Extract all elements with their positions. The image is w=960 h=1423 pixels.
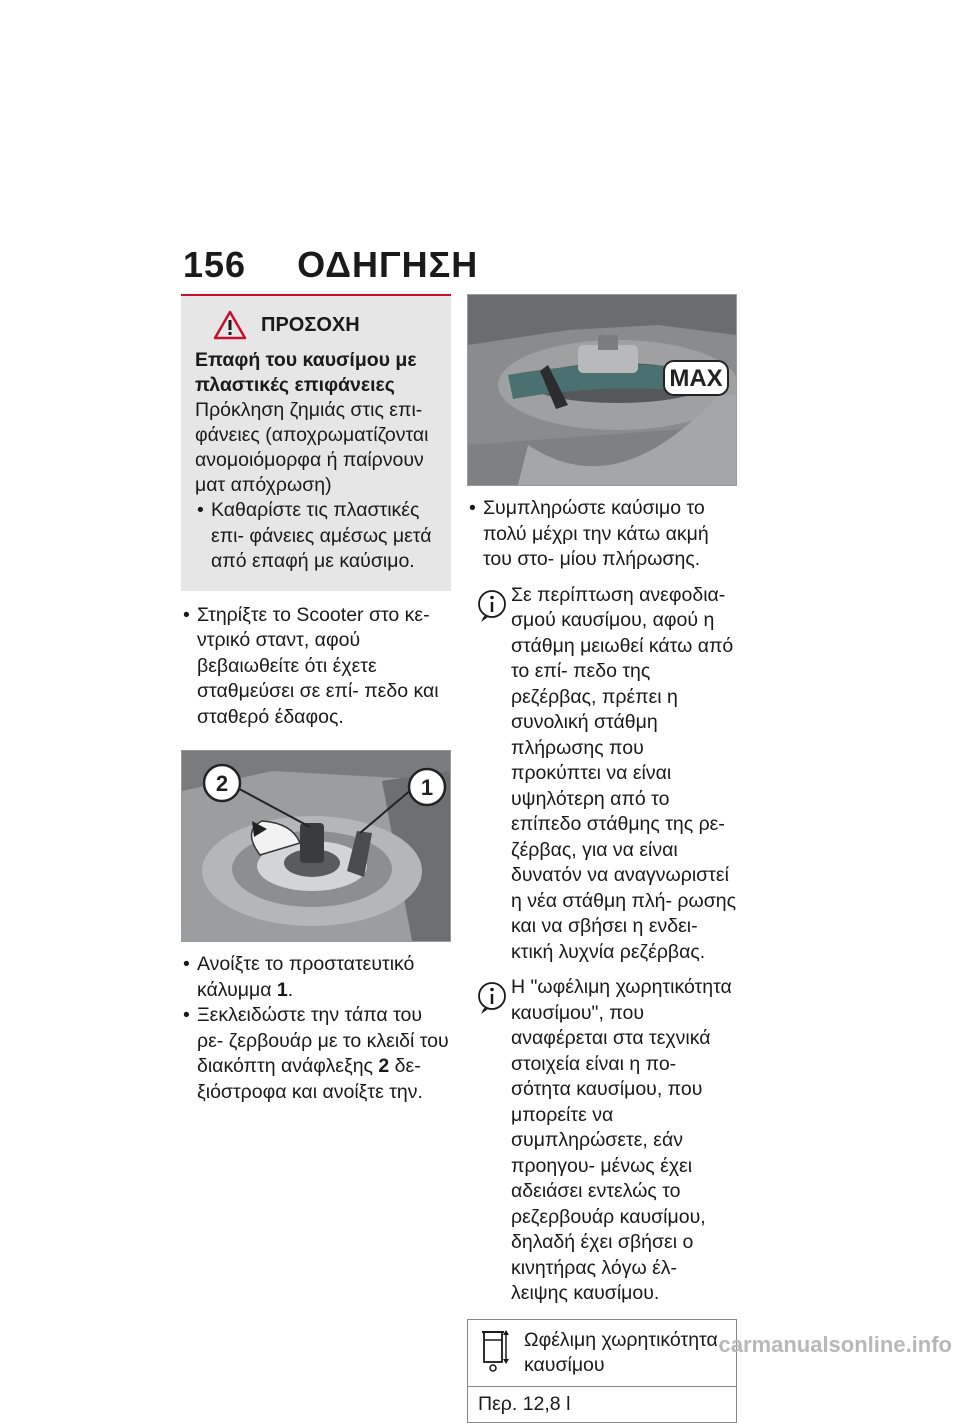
right-column: [467, 294, 737, 1423]
left-column: [181, 294, 451, 1105]
warning-subtitle: Επαφή του καυσίμου με πλαστικές επιφάνειες: [195, 349, 417, 396]
warning-header: [195, 310, 437, 340]
warning-box: [181, 294, 451, 591]
step-fill-fuel: • Συμπληρώστε καύσιμο το πολύ μέχρι την κάτω ακμή του στο- μίου πλήρωσης.: [467, 496, 737, 573]
fuel-cap-illustration: [182, 751, 450, 941]
page-header: [183, 244, 478, 286]
warning-title: ΠΡΟΣΟΧΗ: [261, 313, 360, 336]
footer-watermark: carmanualsonline.info: [718, 1332, 952, 1357]
note-reserve: Σε περίπτωση ανεφοδια- σμού καυσίμου, αφού η στάθμη μειωθεί κάτω από το επί- πεδο της ρεζέρβας, πρέπει η συνολική στάθμη πλήρωσης που προκύπτει να είναι υψηλότερη από το επίπεδο στάθμης της ρε- ζέρβας, για να είναι δυνατόν να αναγνωριστεί η νέα στάθμη πλή- ρωσης και να σβήσει η ενδει- κτική λυχνία ρεζέρβας.: [467, 583, 737, 966]
note-capacity: Η "ωφέλιμη χωρητικότητα καυσίμου", που αναφέρεται στα τεχνικά στοιχεία είναι η πο- σότητα καυσίμου, που μπορείτε να συμπληρώσετε, εάν προηγου- μένως έχει αδειάσει εντελώς το ρεζερβουάρ καυσίμου, δηλαδή έχει σβήσει ο κινητήρας λόγω έλ- λειψης καυσίμου.: [467, 975, 737, 1307]
step-centre-stand: • Στηρίξτε το Scooter στο κε- ντρικό σταντ, αφού βεβαιωθείτε ότι έχετε σταθμεύσει σε επί- πεδο και σταθερό έδαφος.: [181, 603, 451, 731]
filler-neck-illustration: [468, 295, 736, 485]
section-title: ΟΔΗΓΗΣΗ: [297, 244, 479, 285]
fuel-cap-photo: [181, 750, 451, 942]
info-icon: [477, 981, 507, 1015]
step-open-cover: • Ανοίξτε το προστατευτικό κάλυμμα 1.: [181, 952, 451, 1003]
ref-2: 2: [378, 1055, 390, 1077]
photo-label-1: 1: [420, 775, 434, 800]
warning-text: Πρόκληση ζημιάς στις επι- φάνειες (αποχρωματίζονται ανομοιόμορφα ή παίρνουν ματ απόχρωση): [195, 399, 429, 496]
max-label: MAX: [669, 365, 723, 392]
warning-triangle-icon: [213, 310, 247, 340]
warning-bullet: • Καθαρίστε τις πλαστικές επι- φάνειες αμέσως μετά από επαφή με καύσιμο.: [195, 498, 437, 575]
step-unlock-cap: • Ξεκλειδώστε την τάπα του ρε- ζερβουάρ με το κλειδί του διακόπτη ανάφλεξης 2 δε- ξιόστροφα και ανοίξτε την.: [181, 1003, 451, 1105]
spec-row-label: [468, 1320, 736, 1387]
spec-table: [467, 1319, 737, 1423]
page-number: 156: [183, 244, 247, 285]
fuel-capacity-icon: [478, 1328, 514, 1372]
spec-label: Ωφέλιμη χωρητικότητα καυσίμου: [524, 1328, 718, 1376]
spec-value: Περ. 12,8 l: [478, 1392, 571, 1415]
photo-label-2: 2: [215, 771, 229, 796]
ref-1: 1: [276, 978, 288, 1001]
filler-neck-photo: [467, 294, 737, 486]
info-icon: [477, 589, 507, 623]
